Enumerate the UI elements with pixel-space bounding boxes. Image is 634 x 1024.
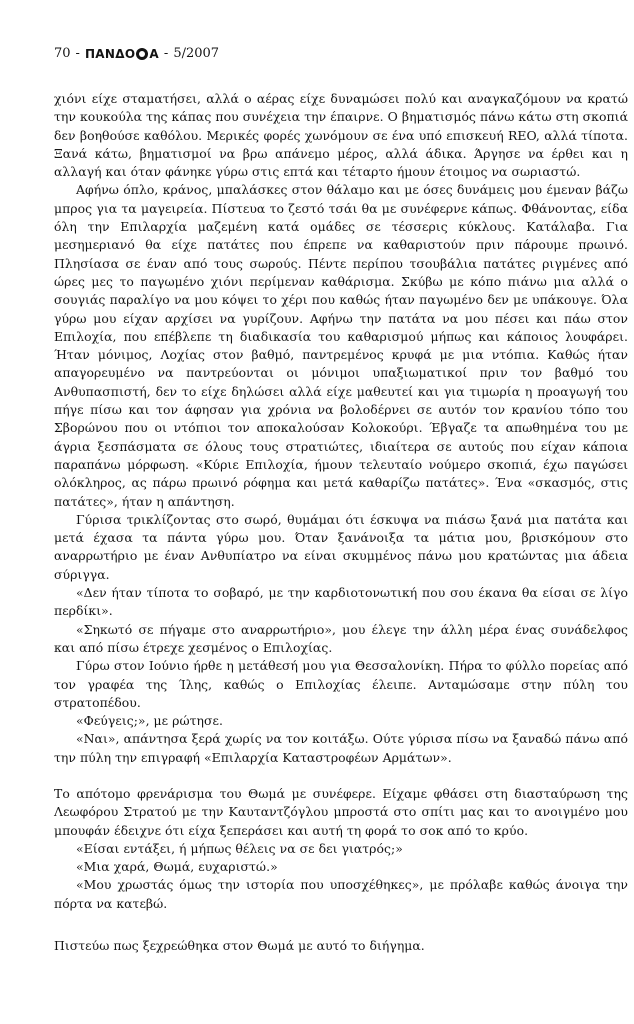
paragraph: χιόνι είχε σταματήσει, αλλά ο αέρας είχε δυναμώσει πολύ και αναγκαζόμουν να κρατώ την κουκούλα της κάπας που συνέχεια την έπαιρνε. Ο βηματισμός πάνω κάτω στη σκοπιά δεν βοηθούσε καθόλου. Μερικές φορές χωνόμουν σε ένα υπό επισκευή REO, αλλά τίποτα. Ξανά κάτω, βηματισμοί να βρω απάνεμο μέρος, αλλά άδικα. Άργησε να έρθει και η αλλαγή και όταν φάνηκε γύρω στις επτά και τέταρτο ήμουν έτοιμος να σωριαστώ. — [54, 91, 628, 180]
header-separator: - — [163, 46, 169, 61]
journal-logo-text-start: ΠΑΝΔΟ — [84, 46, 136, 61]
header-separator: - — [75, 46, 80, 61]
body-text — [54, 90, 628, 955]
paragraph: «Μια χαρά, Θωμά, ευχαριστώ.» — [76, 859, 278, 875]
closing-paragraph: Πιστεύω πως ξεχρεώθηκα στον Θωμά με αυτό το διήγημα. — [54, 938, 425, 954]
paragraph: Το απότομο φρενάρισμα του Θωμά με συνέφερε. Είχαμε φθάσει στη διασταύρωση της Λεωφόρου Στρατού με την Καυταντζόγλου μπροστά στο σπίτι μας και το ανοιγμένο μου μπουφάν έδειχνε ότι είχα ξεπεράσει και αυτή τη φορά το σοκ από το κρύο. — [54, 785, 628, 838]
journal-logo-text-end: Α — [149, 46, 159, 61]
running-header — [54, 46, 219, 61]
paragraph: Γύρω στον Ιούνιο ήρθε η μετάθεσή μου για Θεσσαλονίκη. Πήρα το φύλλο πορείας από τον γραφέα της Ίλης, καθώς ο Επιλοχίας έλειπε. Ανταμώσαμε στην πύλη του στρατοπέδου. — [54, 658, 628, 710]
page-number: 70 — [54, 46, 71, 61]
paragraph: «Μου χρωστάς όμως την ιστορία που υποσχέθηκες», με πρόλαβε καθώς άνοιγα την πόρτα να κατεβώ. — [54, 877, 628, 911]
journal-emblem-icon — [136, 48, 148, 60]
paragraph: «Είσαι εντάξει, ή μήπως θέλεις να σε δει γιατρός;» — [76, 840, 403, 856]
paragraph: «Ναι», απάντησα ξερά χωρίς να τον κοιτάξω. Ούτε γύρισα πίσω να ξαναδώ πάνω από την πύλη την επιγραφή «Επιλαρχία Καταστροφέων Αρμάτων». — [54, 731, 628, 765]
paragraph: «Φεύγεις;», με ρώτησε. — [76, 713, 223, 729]
paragraph: Γύρισα τρικλίζοντας στο σωρό, θυμάμαι ότι έσκυψα να πιάσω ξανά μια πατάτα και μετά έχασα τα πάντα γύρω μου. Όταν ξανάνοιξα τα μάτια μου, βρισκόμουν στο αναρρωτήριο με έναν Ανθυπίατρο να είναι σκυμμένος πάνω μου κρατώντας μια άδεια σύριγγα. — [54, 511, 628, 582]
paragraph: «Σηκωτό σε πήγαμε στο αναρρωτήριο», μου έλεγε την άλλη μέρα ένας συνάδελφος και από πίσω έτρεχε χεσμένος ο Επιλοχίας. — [54, 621, 628, 655]
paragraph: «Δεν ήταν τίποτα το σοβαρό, με την καρδιοτονωτική που σου έκανα θα είσαι σε λίγο περδίκι». — [54, 585, 628, 619]
journal-logo — [85, 47, 159, 61]
paragraph: Αφήνω όπλο, κράνος, μπαλάσκες στον θάλαμο και με όσες δυνάμεις μου έμεναν βάζω μπρος για τα μαγειρεία. Πίστευα το ζεστό τσάι θα με συνέφερνε κάπως. Φθάνοντας, είδα όλη την Επιλαρχία μαζεμένη κατά ομάδες σε τέσσερις κύκλους. Κατάλαβα. Για μεσημεριανό θα είχε πατάτες που έπρεπε να καθαριστούν πριν πάρουμε πρωινό. Πλησίασα σε έναν από τους σωρούς. Πέντε περίπου τσουβάλια πατάτες ριγμένες από ώρες μες το παγωμένο χιόνι περίμεναν καθάρισμα. Σκύβω με κόπο πιάνω μια αλλά ο σουγιάς παραλίγο να μου κόψει το χέρι που καθώς ήταν παγωμένο δεν με υπάκουγε. Όλα γύρω μου είχαν αρχίσει να γυρίζουν. Αφήνω την πατάτα να μου πέσει και πάω στον Επιλοχία, που επέβλεπε τη διαδικασία του καθαρισμού μήπως και κάποιος λουφάρει. Ήταν μόνιμος, Λοχίας στον βαθμό, παντρεμένος κρυφά με μια ντόπια. Καθώς ήταν απαγορευμένο να παντρεύονται οι μόνιμοι υπαξιωματικοί πριν τον βαθμό του Ανθυπασπιστή, δεν το είχε δηλώσει αλλά είχε μαθευτεί και για τιμωρία η προαγωγή του πήγε πίσω και τον άφησαν για χρόνια να βολοδέρνει σε αυτόν τον κρανίου τόπο του Σβορώνου που οι ντόπιοι τον αποκαλούσαν Κολοκούρι. Έβγαζε τα απωθημένα του με άγρια ξεσπάσματα σε όλους τους στρατιώτες, ιδιαίτερα σε αυτούς που είχαν κάποια παραπάνω μόρφωση. «Κύριε Επιλοχία, ήμουν τελευταίο νούμερο σκοπιά, έχω παγώσει ολόκληρος, ας πάρω πρωινό ρόφημα και μετά καθαρίζω πατάτες». Ένα «σκασμός, στις πατάτες», ήταν η απάντηση. — [54, 182, 628, 509]
issue-number: 5/2007 — [173, 46, 220, 61]
